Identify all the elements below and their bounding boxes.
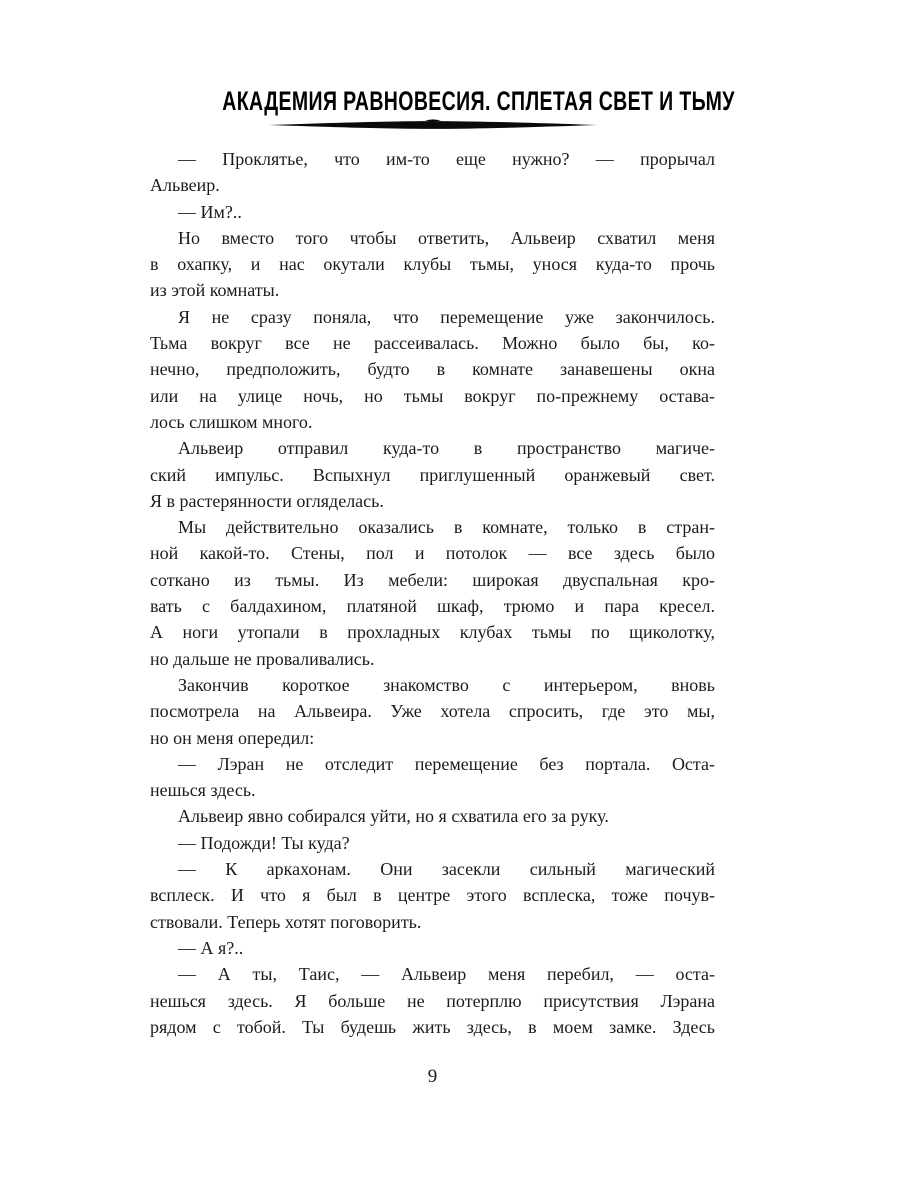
text-line: но дальше не проваливались. (150, 648, 375, 669)
text-line: Альвеир. (150, 175, 220, 196)
body-text (150, 146, 715, 1040)
text-line: вать с балдахином, платяной шкаф, трюмо и пара кресел. (150, 596, 715, 617)
text-line: — А ты, Таис, — Альвеир меня перебил, — оста- (178, 964, 715, 985)
text-line: нешься здесь. (150, 780, 256, 801)
text-line: или на улице ночь, но тьмы вокруг по-прежнему остава- (150, 385, 715, 406)
text-line: соткано из тьмы. Из мебели: широкая двуспальная кро- (150, 569, 715, 590)
text-line: Мы действительно оказались в комнате, только в стран- (178, 517, 715, 538)
text-line: Я в растерянности огляделась. (150, 490, 384, 511)
text-line: в охапку, и нас окутали клубы тьмы, унося куда-то прочь (150, 254, 715, 275)
text-line: рядом с тобой. Ты будешь жить здесь, в моем замке. Здесь (150, 1016, 715, 1037)
running-head (150, 86, 735, 117)
text-line: нешься здесь. Я больше не потерплю присутствия Лэрана (150, 990, 715, 1011)
text-line: из этой комнаты. (150, 280, 280, 301)
text-line: ский импульс. Вспыхнул приглушенный оранжевый свет. (150, 464, 715, 485)
text-line: Альвеир явно собирался уйти, но я схватила его за руку. (178, 806, 609, 827)
text-line: всплеск. И что я был в центре этого всплеска, тоже почув- (150, 885, 715, 906)
text-line: нечно, предположить, будто в комнате занавешены окна (150, 359, 715, 380)
text-line: — Им?.. (178, 201, 242, 222)
ornament-wrap (150, 119, 715, 131)
text-line: Тьма вокруг все не рассеивалась. Можно было бы, ко- (150, 333, 715, 354)
text-line: — Проклятье, что им-то еще нужно? — прорычал (178, 149, 715, 169)
text-column (150, 86, 735, 1040)
text-line: лось слишком много. (150, 411, 313, 432)
text-line: Но вместо того чтобы ответить, Альвеир схватил меня (178, 227, 715, 248)
text-line: но он меня опередил: (150, 727, 315, 748)
divider-ornament-icon (269, 119, 597, 131)
book-title: АКАДЕМИЯ РАВНОВЕСИЯ. СПЛЕТАЯ СВЕТ И ТЬМУ (222, 86, 735, 117)
text-line: — Подожди! Ты куда? (178, 832, 350, 853)
text-line: — К аркахонам. Они засекли сильный магический (178, 859, 715, 880)
text-line: Закончив короткое знакомство с интерьером, вновь (178, 674, 715, 695)
text-line: Я не сразу поняла, что перемещение уже закончилось. (178, 306, 715, 327)
text-line: ной какой-то. Стены, пол и потолок — все здесь было (150, 543, 715, 564)
text-line: А ноги утопали в прохладных клубах тьмы по щиколотку, (150, 622, 715, 643)
text-line: — Лэран не отследит перемещение без портала. Оста- (178, 753, 715, 774)
page-number: 9 (427, 1066, 438, 1087)
text-line: Альвеир отправил куда-то в пространство магиче- (178, 438, 715, 459)
text-line: — А я?.. (178, 937, 244, 958)
text-line: ствовали. Теперь хотят поговорить. (150, 911, 422, 932)
text-line: посмотрела на Альвеира. Уже хотела спросить, где это мы, (150, 701, 715, 722)
